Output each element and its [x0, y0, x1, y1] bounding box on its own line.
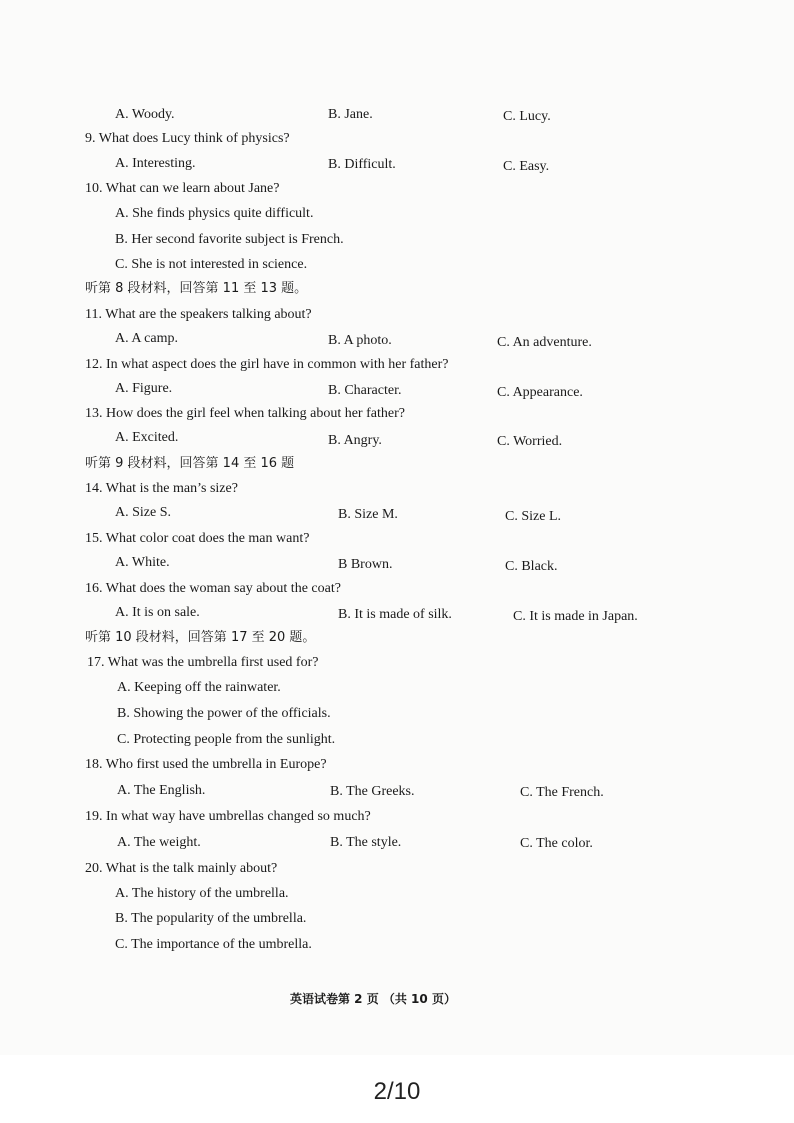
option-15b: B Brown. — [338, 557, 393, 572]
question-19: 19. In what way have umbrellas changed so much? — [85, 809, 371, 824]
section-header-9: 听第 9 段材料，回答第 14 至 16 题 — [85, 456, 295, 471]
option-10a: A. She finds physics quite difficult. — [115, 206, 314, 221]
option-16a: A. It is on sale. — [115, 605, 200, 620]
question-15: 15. What color coat does the man want? — [85, 531, 310, 546]
option-16b: B. It is made of silk. — [338, 607, 452, 622]
option-18b: B. The Greeks. — [330, 784, 415, 799]
question-14: 14. What is the man’s size? — [85, 481, 238, 496]
option-19b: B. The style. — [330, 835, 402, 850]
option-15c: C. Black. — [505, 559, 558, 574]
question-12: 12. In what aspect does the girl have in common with her father? — [85, 357, 449, 372]
option-11c: C. An adventure. — [497, 335, 592, 350]
option-18c: C. The French. — [520, 785, 604, 800]
option-10c: C. She is not interested in science. — [115, 257, 308, 272]
page-footer: 英语试卷第 2 页 （共 10 页） — [290, 992, 456, 1006]
option-14a: A. Size S. — [115, 505, 171, 520]
option-10b: B. Her second favorite subject is French. — [115, 232, 344, 247]
question-9: 9. What does Lucy think of physics? — [85, 131, 290, 146]
option-13b: B. Angry. — [328, 433, 382, 448]
option-17a: A. Keeping off the rainwater. — [117, 680, 281, 695]
option-9c: C. Easy. — [503, 159, 550, 174]
option-19c: C. The color. — [520, 836, 593, 851]
option-8b: B. Jane. — [328, 107, 373, 122]
option-12c: C. Appearance. — [497, 385, 583, 400]
option-12b: B. Character. — [328, 383, 402, 398]
option-8a: A. Woody. — [115, 107, 175, 122]
option-16c: C. It is made in Japan. — [513, 609, 638, 624]
option-17b: B. Showing the power of the officials. — [117, 706, 331, 721]
question-13: 13. How does the girl feel when talking about her father? — [85, 406, 405, 421]
page-indicator: 2/10 — [373, 1078, 421, 1105]
option-18a: A. The English. — [117, 783, 206, 798]
section-header-8: 听第 8 段材料，回答第 11 至 13 题。 — [85, 281, 308, 296]
question-17: 17. What was the umbrella first used for? — [87, 655, 319, 670]
question-20: 20. What is the talk mainly about? — [85, 861, 278, 876]
option-11b: B. A photo. — [328, 333, 392, 348]
option-14b: B. Size M. — [338, 507, 398, 522]
option-13c: C. Worried. — [497, 434, 563, 449]
option-12a: A. Figure. — [115, 381, 173, 396]
option-9b: B. Difficult. — [328, 157, 396, 172]
option-19a: A. The weight. — [117, 835, 201, 850]
option-20c: C. The importance of the umbrella. — [115, 937, 312, 952]
option-14c: C. Size L. — [505, 509, 561, 524]
option-17c: C. Protecting people from the sunlight. — [117, 732, 336, 747]
option-8c: C. Lucy. — [503, 109, 551, 124]
option-20a: A. The history of the umbrella. — [115, 886, 289, 901]
option-11a: A. A camp. — [115, 331, 178, 346]
section-header-10: 听第 10 段材料，回答第 17 至 20 题。 — [85, 630, 316, 645]
question-10: 10. What can we learn about Jane? — [85, 181, 280, 196]
option-15a: A. White. — [115, 555, 170, 570]
option-13a: A. Excited. — [115, 430, 179, 445]
option-9a: A. Interesting. — [115, 156, 196, 171]
question-18: 18. Who first used the umbrella in Europe? — [85, 757, 327, 772]
question-11: 11. What are the speakers talking about? — [85, 307, 312, 322]
question-16: 16. What does the woman say about the coat? — [85, 581, 341, 596]
option-20b: B. The popularity of the umbrella. — [115, 911, 307, 926]
